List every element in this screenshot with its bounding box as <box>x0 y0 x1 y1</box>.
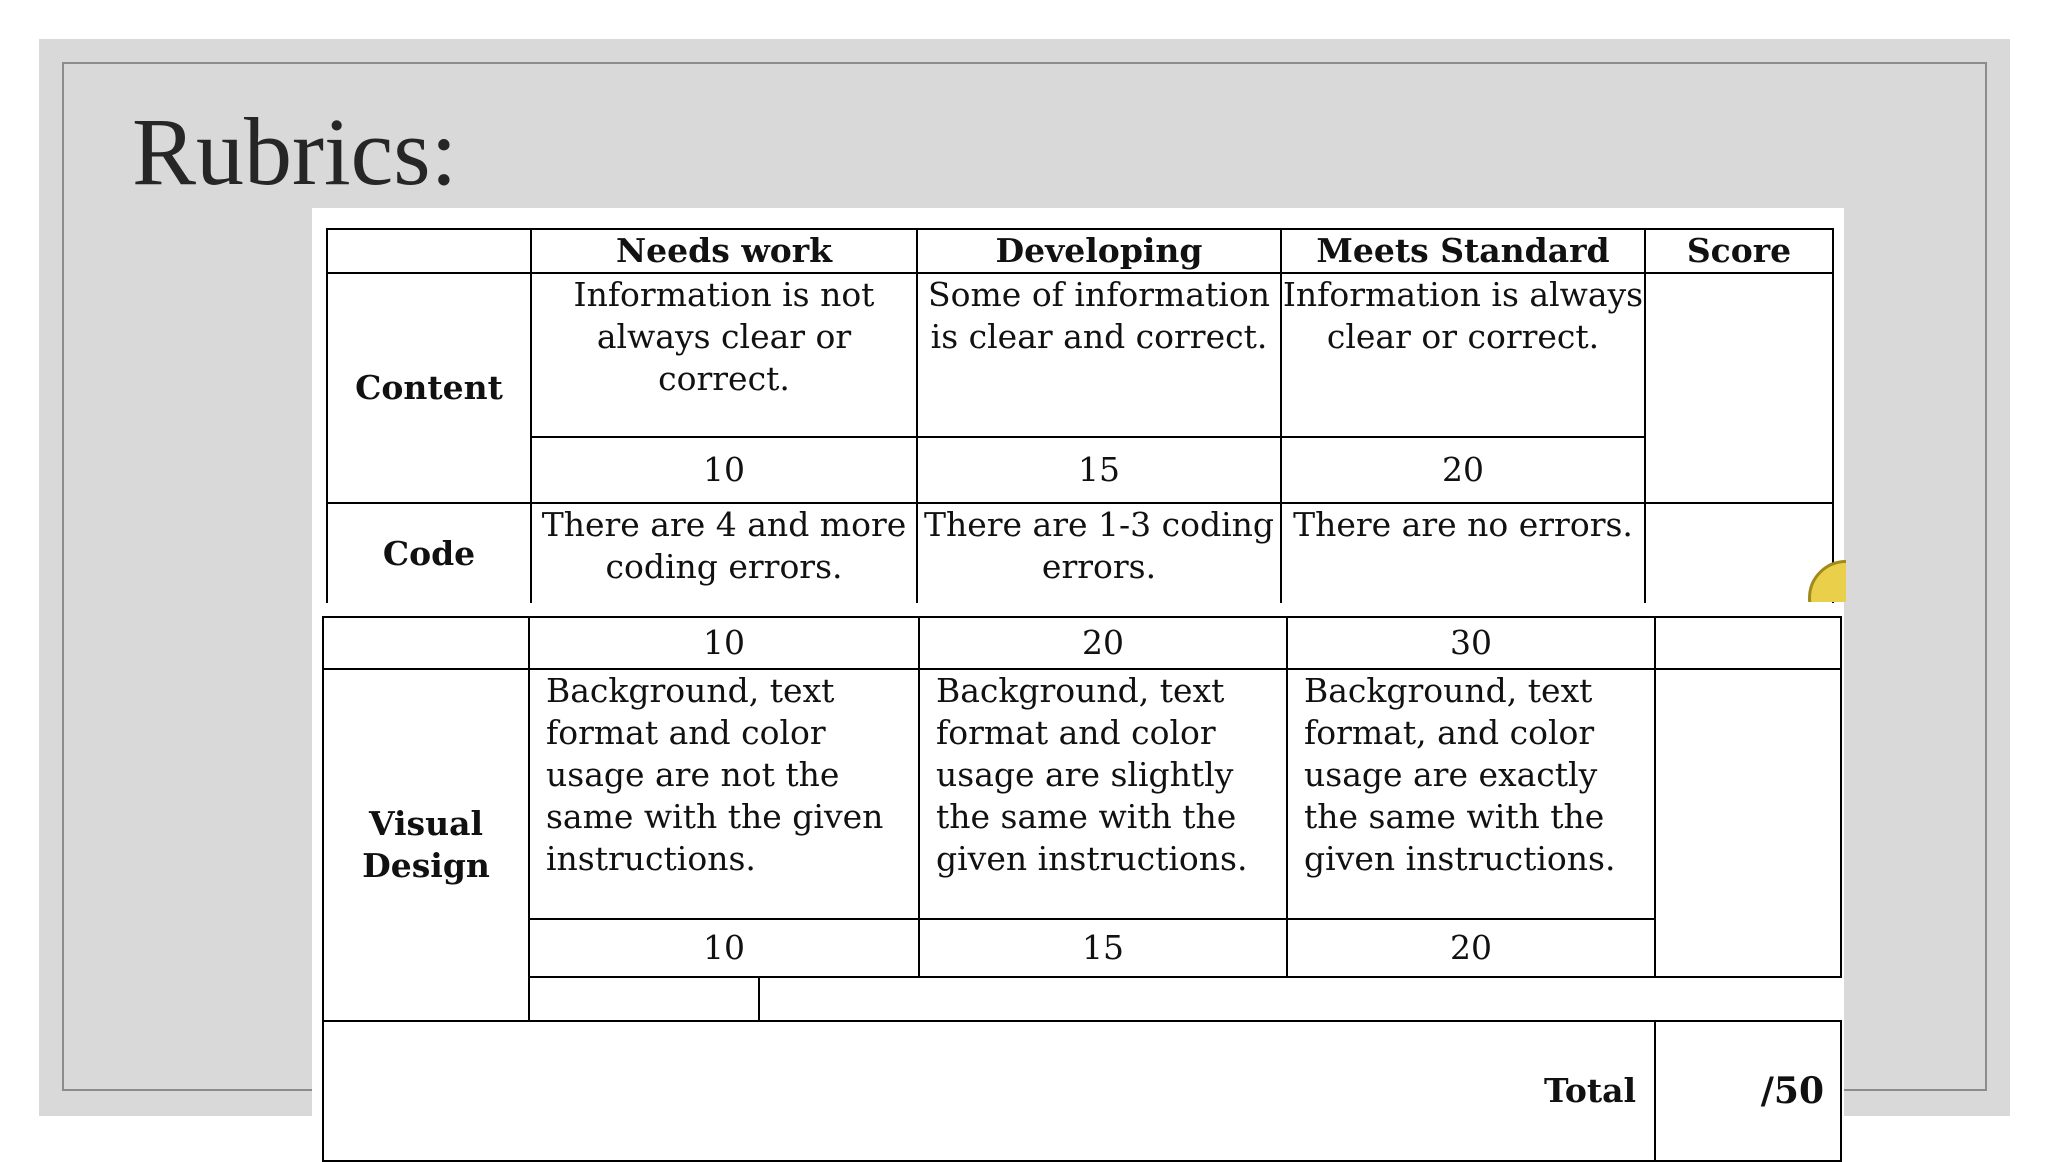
code-developing: There are 1-3 coding errors. <box>917 503 1281 603</box>
code-points-developing: 20 <box>919 617 1287 669</box>
row-label-code: Code <box>327 503 531 603</box>
rubric-table-top <box>326 228 1834 603</box>
row-label-visual-design: Visual Design <box>323 669 529 1021</box>
visual-design-points-needs-work: 10 <box>529 919 919 977</box>
gold-seal-icon <box>1806 558 1846 602</box>
content-row <box>327 273 1833 437</box>
header-score: Score <box>1645 229 1833 273</box>
header-needs-work: Needs work <box>531 229 917 273</box>
code-meets-standard: There are no errors. <box>1281 503 1645 603</box>
visual-design-row <box>323 669 1841 919</box>
spacer-cell-small <box>529 977 759 1021</box>
corner-cell <box>327 229 531 273</box>
total-value: /50 <box>1655 1021 1841 1161</box>
row-label-content: Content <box>327 273 531 503</box>
header-meets-standard: Meets Standard <box>1281 229 1645 273</box>
code-points-row <box>323 617 1841 669</box>
content-developing: Some of information is clear and correct. <box>917 273 1281 437</box>
content-score-cell <box>1645 273 1833 503</box>
visual-design-developing: Background, text format and color usage are slightly the same with the given instructions. <box>919 669 1287 919</box>
content-points-developing: 15 <box>917 437 1281 503</box>
slide-title: Rubrics: <box>132 98 458 205</box>
visual-design-points-developing: 15 <box>919 919 1287 977</box>
spacer-row <box>323 977 1841 1021</box>
rubric-table-bottom <box>322 616 1842 1162</box>
spacer-cell-wide <box>759 977 1841 1021</box>
code-points-needs-work: 10 <box>529 617 919 669</box>
total-row <box>323 1021 1841 1161</box>
code-row <box>327 503 1833 603</box>
content-meets-standard: Information is always clear or correct. <box>1281 273 1645 437</box>
code-points-meets-standard: 30 <box>1287 617 1655 669</box>
code-points-blank-cell <box>323 617 529 669</box>
code-score-cell <box>1645 503 1833 603</box>
content-points-needs-work: 10 <box>531 437 917 503</box>
content-needs-work: Information is not always clear or correct. <box>531 273 917 437</box>
visual-design-meets-standard: Background, text format, and color usage are exactly the same with the given instructions. <box>1287 669 1655 919</box>
visual-design-points-row <box>323 919 1841 977</box>
visual-design-points-meets-standard: 20 <box>1287 919 1655 977</box>
content-points-meets-standard: 20 <box>1281 437 1645 503</box>
header-developing: Developing <box>917 229 1281 273</box>
total-label: Total <box>323 1021 1655 1161</box>
code-points-score-cell <box>1655 617 1841 669</box>
content-points-row <box>327 437 1833 503</box>
header-row <box>327 229 1833 273</box>
visual-design-score-cell <box>1655 669 1841 977</box>
visual-design-needs-work: Background, text format and color usage are not the same with the given instructions. <box>529 669 919 919</box>
code-needs-work: There are 4 and more coding errors. <box>531 503 917 603</box>
